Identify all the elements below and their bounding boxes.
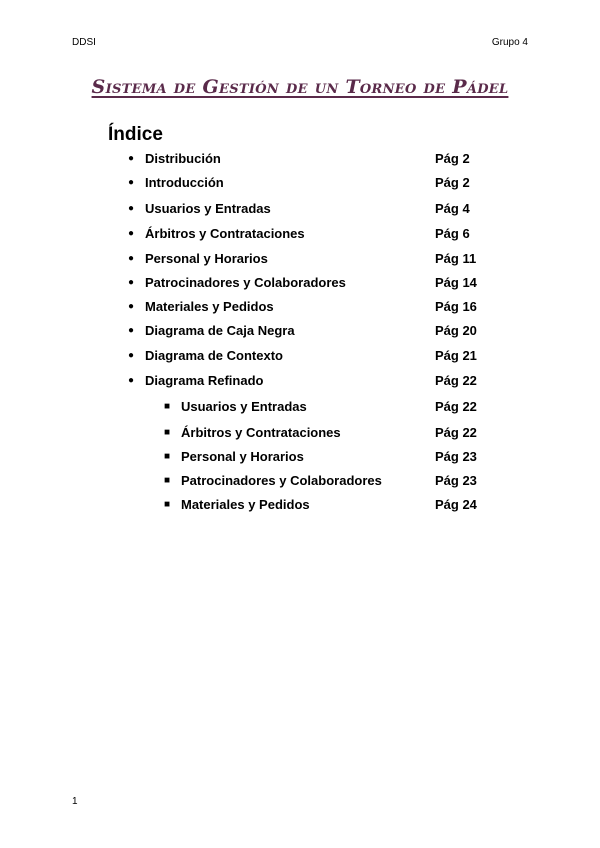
header-course-code: DDSI xyxy=(72,37,96,48)
toc-entry-label: Usuarios y Entradas xyxy=(145,201,271,216)
toc-subentry-personal-horarios[interactable] xyxy=(0,448,600,466)
toc-entry-introduccion[interactable] xyxy=(0,174,600,192)
toc-entry-label: Patrocinadores y Colaboradores xyxy=(145,275,346,290)
toc-subentry-patrocinadores-colaboradores[interactable] xyxy=(0,472,600,490)
toc-entry-patrocinadores-colaboradores[interactable] xyxy=(0,274,600,292)
toc-entry-page: Pág 14 xyxy=(435,275,477,290)
bullet-square-icon: ■ xyxy=(163,401,171,412)
toc-subentry-usuarios-entradas[interactable] xyxy=(0,398,600,416)
bullet-dot-icon: ● xyxy=(127,325,135,336)
toc-subentry-label: Usuarios y Entradas xyxy=(181,399,307,414)
bullet-square-icon: ■ xyxy=(163,475,171,486)
document-title: Sistema de Gestión de un Torneo de Pádel xyxy=(91,76,509,98)
footer-page-number: 1 xyxy=(72,796,78,807)
toc-entry-diagrama-refinado[interactable] xyxy=(0,372,600,390)
toc-subentry-page: Pág 23 xyxy=(435,449,477,464)
toc-entry-page: Pág 6 xyxy=(435,226,470,241)
bullet-square-icon: ■ xyxy=(163,451,171,462)
bullet-dot-icon: ● xyxy=(127,203,135,214)
toc-subentry-label: Patrocinadores y Colaboradores xyxy=(181,473,382,488)
toc-subentry-materiales-pedidos[interactable] xyxy=(0,496,600,514)
bullet-dot-icon: ● xyxy=(127,301,135,312)
toc-entry-label: Personal y Horarios xyxy=(145,251,268,266)
toc-entry-page: Pág 16 xyxy=(435,299,477,314)
toc-entry-label: Árbitros y Contrataciones xyxy=(145,226,305,241)
toc-subentry-page: Pág 23 xyxy=(435,473,477,488)
bullet-dot-icon: ● xyxy=(127,277,135,288)
bullet-dot-icon: ● xyxy=(127,350,135,361)
bullet-dot-icon: ● xyxy=(127,375,135,386)
toc-subentry-label: Personal y Horarios xyxy=(181,449,304,464)
toc-subentry-label: Árbitros y Contrataciones xyxy=(181,425,341,440)
toc-subentry-page: Pág 22 xyxy=(435,425,477,440)
bullet-dot-icon: ● xyxy=(127,253,135,264)
toc-subentry-arbitros-contrataciones[interactable] xyxy=(0,424,600,442)
toc-entry-page: Pág 11 xyxy=(435,251,477,266)
toc-entry-page: Pág 21 xyxy=(435,348,477,363)
toc-subentry-label: Materiales y Pedidos xyxy=(181,497,310,512)
bullet-dot-icon: ● xyxy=(127,177,135,188)
toc-entry-page: Pág 2 xyxy=(435,175,470,190)
toc-subentry-page: Pág 24 xyxy=(435,497,477,512)
header-group-name: Grupo 4 xyxy=(491,37,528,48)
toc-entry-page: Pág 4 xyxy=(435,201,470,216)
toc-entry-contexto[interactable] xyxy=(0,347,600,365)
toc-entry-caja-negra[interactable] xyxy=(0,322,600,340)
toc-entry-page: Pág 2 xyxy=(435,151,470,166)
toc-entry-label: Distribución xyxy=(145,151,221,166)
toc-entry-label: Introducción xyxy=(145,175,224,190)
bullet-square-icon: ■ xyxy=(163,499,171,510)
bullet-square-icon: ■ xyxy=(163,427,171,438)
toc-entry-arbitros-contrataciones[interactable] xyxy=(0,225,600,243)
toc-entry-page: Pág 22 xyxy=(435,373,477,388)
toc-entry-personal-horarios[interactable] xyxy=(0,250,600,268)
toc-entry-label: Diagrama de Contexto xyxy=(145,348,283,363)
toc-entry-label: Materiales y Pedidos xyxy=(145,299,274,314)
toc-entry-materiales-pedidos[interactable] xyxy=(0,298,600,316)
bullet-dot-icon: ● xyxy=(127,228,135,239)
toc-entry-label: Diagrama de Caja Negra xyxy=(145,323,295,338)
bullet-dot-icon: ● xyxy=(127,153,135,164)
toc-entry-page: Pág 20 xyxy=(435,323,477,338)
toc-entry-label: Diagrama Refinado xyxy=(145,373,264,388)
index-heading: Índice xyxy=(108,124,163,145)
toc-entry-usuarios-entradas[interactable] xyxy=(0,200,600,218)
toc-subentry-page: Pág 22 xyxy=(435,399,477,414)
toc-entry-distribucion[interactable] xyxy=(0,150,600,168)
